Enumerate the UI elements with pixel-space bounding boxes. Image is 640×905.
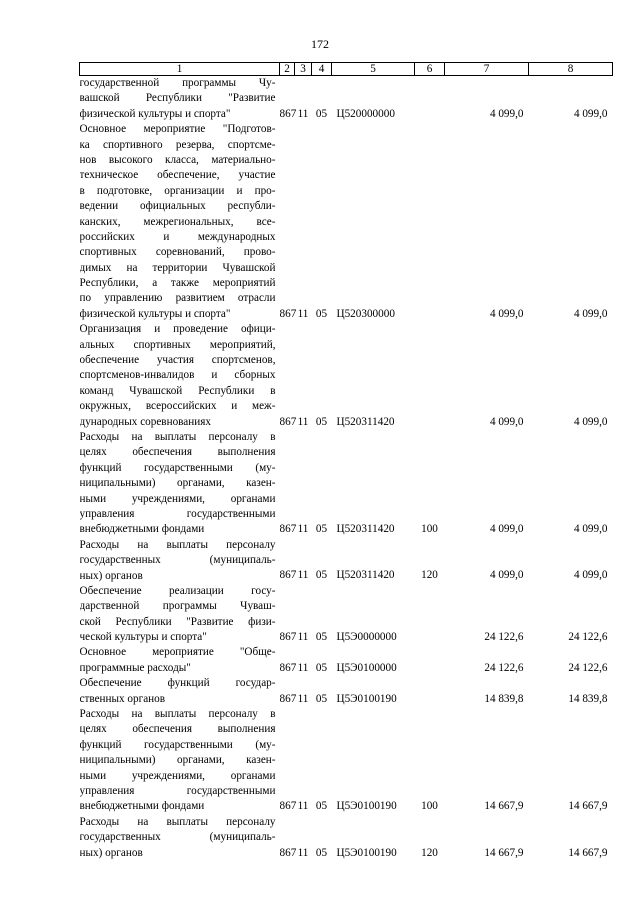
cell-name <box>80 122 280 322</box>
cell-name <box>80 584 280 646</box>
cell-expense-type <box>415 645 445 676</box>
cell-amount-a: 14 667,9 <box>484 800 524 813</box>
name-line: ческой культуры и спорта" <box>79 631 207 644</box>
cell-amount-b: 4 099,0 <box>573 307 608 320</box>
name-line: дународных соревнованиях <box>79 415 211 428</box>
column-header: 2 <box>280 63 295 76</box>
cell-name <box>80 707 280 815</box>
name-line: Расходы на выплаты персоналу в <box>79 430 276 443</box>
cell-ministry-code: 867 <box>279 523 297 536</box>
cell-subsection: 05 <box>315 523 328 536</box>
name-line: физической культуры и спорта" <box>79 107 231 120</box>
cell-target-article: Ц520000000 <box>336 107 395 120</box>
cell-amount-a: 24 122,6 <box>484 631 524 644</box>
cell-section: 11 <box>297 846 309 859</box>
name-line: Основное мероприятие "Подготов- <box>79 123 276 136</box>
cell-expense-type <box>415 122 445 322</box>
cell-amount-b: 24 122,6 <box>568 661 608 674</box>
cell-section: 11 <box>297 307 309 320</box>
table-row <box>80 645 613 676</box>
name-line: Обеспечение функций государ- <box>79 677 276 690</box>
cell-amount-a: 4 099,0 <box>489 569 524 582</box>
cell-target-article: Ц5Э0100190 <box>336 800 397 813</box>
name-line: Республики, а также мероприятий <box>79 277 276 290</box>
cell-subsection: 05 <box>315 800 328 813</box>
cell-name <box>80 676 280 707</box>
name-line: государственной программы Чу- <box>79 77 276 89</box>
table-body <box>80 76 613 861</box>
cell-expense-type <box>415 584 445 646</box>
name-line: Обеспечение реализации госу- <box>79 584 276 597</box>
table-row <box>80 538 613 584</box>
table-header-row <box>80 63 613 76</box>
cell-subsection: 05 <box>315 661 328 674</box>
name-line: ской Республики "Развитие физи- <box>79 615 276 628</box>
name-line: Расходы на выплаты персоналу в <box>79 708 276 721</box>
name-line: программные расходы" <box>79 661 191 674</box>
table-row <box>80 122 613 322</box>
cell-amount-b: 24 122,6 <box>568 631 608 644</box>
name-line: целях обеспечения выполнения <box>79 723 276 736</box>
cell-ministry-code: 867 <box>279 661 297 674</box>
column-header: 5 <box>332 63 415 76</box>
column-header: 6 <box>415 63 445 76</box>
budget-table <box>79 62 613 861</box>
name-line: управления государственными <box>79 784 276 797</box>
cell-target-article: Ц520311420 <box>336 523 395 536</box>
name-line: ка спортивного резерва, спортсме- <box>79 138 276 151</box>
cell-ministry-code: 867 <box>279 307 297 320</box>
cell-amount-b: 14 667,9 <box>568 846 608 859</box>
name-line: ных) органов <box>79 846 143 859</box>
table-row <box>80 815 613 861</box>
cell-subsection: 05 <box>315 692 328 705</box>
name-line: обеспечение участия спортсменов, <box>79 354 276 367</box>
name-line: окружных, всероссийских и меж- <box>79 400 276 413</box>
column-header: 4 <box>312 63 332 76</box>
name-line: в подготовке, организации и про- <box>79 184 276 197</box>
cell-expense-type: 100 <box>421 800 438 813</box>
cell-target-article: Ц5Э0100000 <box>336 661 397 674</box>
name-line: целях обеспечения выполнения <box>79 446 276 459</box>
column-header: 3 <box>295 63 312 76</box>
cell-subsection: 05 <box>315 415 328 428</box>
name-line: Расходы на выплаты персоналу <box>79 538 276 551</box>
name-line: ных) органов <box>79 569 143 582</box>
column-header: 7 <box>445 63 529 76</box>
page-number: 172 <box>311 37 329 51</box>
cell-amount-b: 14 839,8 <box>568 692 608 705</box>
cell-expense-type: 120 <box>421 569 438 582</box>
cell-ministry-code: 867 <box>279 692 297 705</box>
cell-section: 11 <box>297 661 309 674</box>
name-line: техническое обеспечение, участие <box>79 169 276 182</box>
cell-amount-b: 4 099,0 <box>573 523 608 536</box>
name-line: ведении официальных республи- <box>79 200 276 213</box>
cell-subsection: 05 <box>315 307 328 320</box>
cell-name <box>80 538 280 584</box>
cell-amount-a: 4 099,0 <box>489 523 524 536</box>
column-header: 8 <box>529 63 613 76</box>
cell-name <box>80 645 280 676</box>
name-line: команд Чувашской Республики в <box>79 384 276 397</box>
name-line: ственных органов <box>79 692 166 705</box>
name-line: спортивных соревнований, прово- <box>79 246 276 259</box>
table-row <box>80 322 613 430</box>
cell-target-article: Ц5Э0000000 <box>336 631 397 644</box>
cell-expense-type <box>415 76 445 123</box>
cell-ministry-code: 867 <box>279 415 297 428</box>
cell-ministry-code: 867 <box>279 569 297 582</box>
cell-section: 11 <box>297 631 309 644</box>
cell-target-article: Ц520300000 <box>336 307 395 320</box>
table-row <box>80 76 613 123</box>
cell-subsection: 05 <box>315 846 328 859</box>
name-line: государственных (муниципаль- <box>79 554 276 567</box>
name-line: ниципальными) органами, казен- <box>79 754 276 767</box>
cell-expense-type: 100 <box>421 523 438 536</box>
name-line: российских и международных <box>79 230 276 243</box>
cell-amount-a: 4 099,0 <box>489 307 524 320</box>
name-line: функций государственными (му- <box>79 738 276 751</box>
name-line: внебюджетными фондами <box>79 523 205 536</box>
cell-subsection: 05 <box>315 107 328 120</box>
cell-amount-a: 4 099,0 <box>489 415 524 428</box>
budget-table-container <box>79 62 612 861</box>
name-line: димых на территории Чувашской <box>79 261 276 274</box>
name-line: ными учреждениями, органами <box>79 492 276 505</box>
cell-expense-type: 120 <box>421 846 438 859</box>
cell-target-article: Ц520311420 <box>336 569 395 582</box>
name-line: канских, межрегиональных, все- <box>79 215 276 228</box>
name-line: по управлению развитием отрасли <box>79 292 276 305</box>
name-line: внебюджетными фондами <box>79 800 205 813</box>
cell-subsection: 05 <box>315 569 328 582</box>
cell-section: 11 <box>297 800 309 813</box>
name-line: физической культуры и спорта" <box>79 307 231 320</box>
cell-section: 11 <box>297 692 309 705</box>
table-row <box>80 676 613 707</box>
cell-name <box>80 815 280 861</box>
name-line: функций государственными (му- <box>79 461 276 474</box>
cell-expense-type <box>415 676 445 707</box>
cell-amount-a: 14 667,9 <box>484 846 524 859</box>
name-line: нов высокого класса, материально- <box>79 153 276 166</box>
name-line: управления государственными <box>79 507 276 520</box>
name-line: Расходы на выплаты персоналу <box>79 815 276 828</box>
name-line: государственных (муниципаль- <box>79 831 276 844</box>
cell-ministry-code: 867 <box>279 846 297 859</box>
table-row <box>80 584 613 646</box>
cell-section: 11 <box>297 523 309 536</box>
cell-target-article: Ц5Э0100190 <box>336 692 397 705</box>
cell-section: 11 <box>297 569 309 582</box>
name-line: дарственной программы Чуваш- <box>79 600 276 613</box>
cell-section: 11 <box>297 107 309 120</box>
name-line: спортсменов-инвалидов и сборных <box>79 369 276 382</box>
name-line: вашской Республики "Развитие <box>79 92 276 105</box>
cell-amount-b: 4 099,0 <box>573 569 608 582</box>
cell-ministry-code: 867 <box>279 631 297 644</box>
cell-ministry-code: 867 <box>279 800 297 813</box>
name-line: ниципальными) органами, казен- <box>79 477 276 490</box>
cell-amount-b: 14 667,9 <box>568 800 608 813</box>
cell-target-article: Ц520311420 <box>336 415 395 428</box>
cell-name <box>80 76 280 123</box>
name-line: Организация и проведение офици- <box>79 323 276 336</box>
cell-name <box>80 430 280 538</box>
cell-amount-b: 4 099,0 <box>573 107 608 120</box>
cell-expense-type <box>415 322 445 430</box>
cell-name <box>80 322 280 430</box>
cell-section: 11 <box>297 415 309 428</box>
table-row <box>80 707 613 815</box>
column-header: 1 <box>80 63 280 76</box>
cell-amount-a: 14 839,8 <box>484 692 524 705</box>
name-line: альных спортивных мероприятий, <box>79 338 276 351</box>
cell-ministry-code: 867 <box>279 107 297 120</box>
cell-amount-a: 24 122,6 <box>484 661 524 674</box>
cell-subsection: 05 <box>315 631 328 644</box>
name-line: ными учреждениями, органами <box>79 769 276 782</box>
cell-amount-a: 4 099,0 <box>489 107 524 120</box>
cell-amount-b: 4 099,0 <box>573 415 608 428</box>
table-row <box>80 430 613 538</box>
name-line: Основное мероприятие "Обще- <box>79 646 276 659</box>
cell-target-article: Ц5Э0100190 <box>336 846 397 859</box>
